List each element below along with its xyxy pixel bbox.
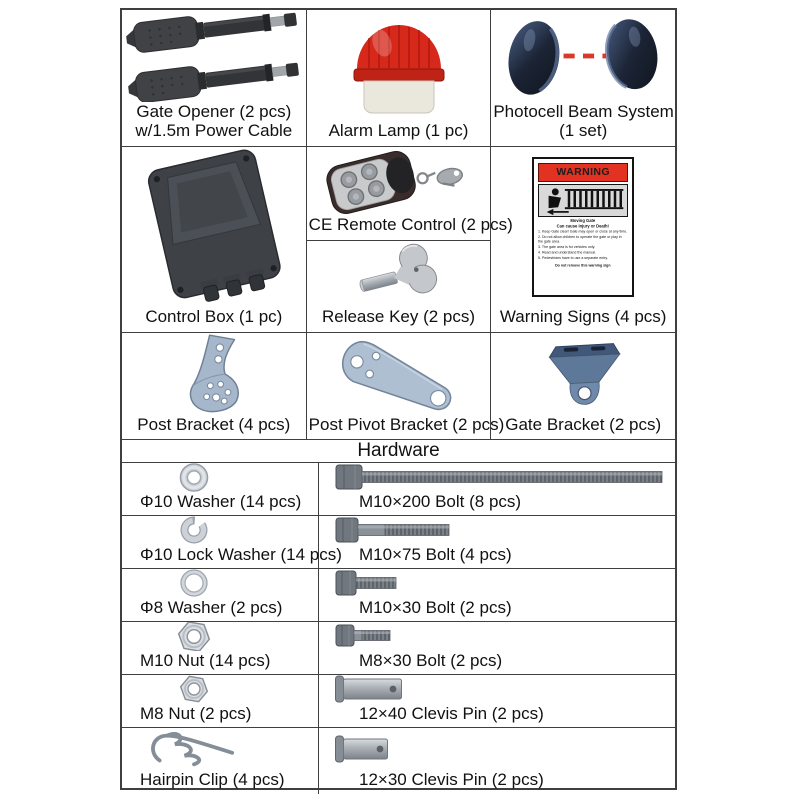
hardware-row bbox=[122, 516, 675, 569]
gate-opener-art bbox=[122, 10, 306, 102]
hardware-row bbox=[122, 622, 675, 675]
sign-heading-2: Can cause injury or Death! bbox=[556, 223, 610, 229]
alarm-lamp-art bbox=[307, 10, 491, 121]
warning-sign-band bbox=[538, 184, 628, 217]
row-main-1 bbox=[122, 10, 675, 147]
hw-cell-clevis30 bbox=[319, 728, 675, 794]
photocell-art bbox=[491, 10, 675, 102]
post-bracket-art bbox=[122, 333, 306, 415]
cell-alarm-lamp bbox=[307, 10, 492, 146]
sign-rule: 3. The gate area is for vehicles only. bbox=[538, 245, 596, 250]
moving-gate-graphic bbox=[539, 185, 631, 216]
control-box-icon bbox=[129, 147, 299, 307]
release-key-icon bbox=[324, 241, 474, 307]
warning-signs-label: Warning Signs (4 pcs) bbox=[499, 307, 667, 326]
sign-rule: 1. Keep Gate clear! Gate may open or close at any time. bbox=[538, 229, 628, 234]
hw-cell-bolt30 bbox=[319, 569, 675, 621]
bolt-long-icon bbox=[335, 463, 665, 491]
hw-cell-bolt-m8 bbox=[319, 622, 675, 674]
washer8-label: Φ8 Washer (2 pcs) bbox=[140, 597, 283, 617]
bolt200-label: M10×200 Bolt (8 pcs) bbox=[359, 491, 522, 511]
warning-sign-icon bbox=[532, 157, 634, 297]
release-key-label: Release Key (2 pcs) bbox=[321, 307, 476, 326]
photocell-label-line2: (1 set) bbox=[559, 121, 608, 141]
hardware-header bbox=[122, 440, 675, 463]
warning-sign-body bbox=[538, 217, 628, 292]
cell-photocell bbox=[491, 10, 675, 146]
hardware-row bbox=[122, 675, 675, 728]
sign-rule: 2. Do not allow children to operate the gate or play in the gate area. bbox=[538, 235, 622, 244]
hw-cell-bolt200 bbox=[319, 463, 675, 515]
bolt-m8-icon bbox=[335, 623, 393, 649]
warning-sign-art bbox=[491, 147, 675, 307]
nut-art bbox=[122, 622, 318, 650]
bolt-m8-art bbox=[319, 622, 675, 650]
nut-small-icon bbox=[178, 675, 210, 703]
post-pivot-bracket-icon bbox=[313, 334, 485, 414]
alarm-lamp-label: Alarm Lamp (1 pc) bbox=[328, 121, 469, 141]
hw-cell-lock-washer bbox=[122, 516, 342, 568]
hardware-row bbox=[122, 463, 675, 516]
clevis-pin-short-art bbox=[319, 728, 675, 770]
gate-bracket-label: Gate Bracket (2 pcs) bbox=[505, 414, 662, 434]
subcell-release-key bbox=[307, 241, 491, 332]
item-label bbox=[122, 102, 306, 146]
post-bracket-label: Post Bracket (4 pcs) bbox=[137, 414, 291, 434]
cell-post-pivot-bracket bbox=[307, 333, 505, 440]
nut-small-art bbox=[122, 675, 318, 703]
clevis-pin-icon bbox=[335, 675, 405, 703]
post-pivot-bracket-label: Post Pivot Bracket (2 pcs) bbox=[308, 414, 505, 434]
clevis40-label: 12×40 Clevis Pin (2 pcs) bbox=[359, 703, 544, 723]
cell-gate-bracket bbox=[491, 333, 675, 440]
sign-rule: 5. Pedestrians have to use a separate entry. bbox=[538, 256, 609, 261]
lock-washer-icon bbox=[177, 516, 211, 544]
row-brackets bbox=[122, 333, 675, 441]
alarm-lamp-icon bbox=[344, 13, 454, 119]
remote-control-label: CE Remote Control (2 pcs) bbox=[308, 215, 513, 235]
gate-opener-icon bbox=[124, 10, 304, 102]
parts-table bbox=[120, 8, 677, 790]
bolt-m8-label: M8×30 Bolt (2 pcs) bbox=[359, 650, 503, 670]
hw-cell-bolt75 bbox=[319, 516, 675, 568]
clevis-pin-short-icon bbox=[335, 735, 391, 763]
photocell-label: Photocell Beam System bbox=[493, 101, 674, 121]
remote-art bbox=[307, 147, 491, 215]
item-label bbox=[491, 102, 675, 146]
gate-bracket-art bbox=[491, 333, 675, 415]
sign-heading-1: Moving Gate bbox=[570, 218, 596, 224]
hardware-rows bbox=[122, 463, 675, 794]
control-box-label: Control Box (1 pc) bbox=[145, 307, 283, 326]
washer-thin-icon bbox=[178, 569, 210, 597]
control-box-art bbox=[122, 147, 306, 307]
gate-opener-label-line2: w/1.5m Power Cable bbox=[135, 121, 293, 141]
bolt-medium-icon bbox=[335, 516, 453, 544]
bolt-medium-art bbox=[319, 516, 675, 544]
row-main-2 bbox=[122, 147, 675, 333]
gate-bracket-icon bbox=[528, 334, 638, 414]
clevis-pin-art bbox=[319, 675, 675, 703]
hardware-row bbox=[122, 728, 675, 794]
nut-icon bbox=[175, 622, 213, 650]
post-bracket-icon bbox=[164, 333, 264, 415]
hardware-header-text: Hardware bbox=[357, 440, 440, 462]
cell-post-bracket bbox=[122, 333, 307, 440]
lock-washer-art bbox=[122, 516, 318, 544]
hairpin-clip-icon bbox=[147, 728, 241, 770]
bolt75-label: M10×75 Bolt (4 pcs) bbox=[359, 544, 512, 564]
hw-cell-hairpin bbox=[122, 728, 319, 794]
subcell-remote bbox=[307, 147, 513, 241]
cell-remote-and-key bbox=[307, 147, 513, 332]
hw-cell-nut8 bbox=[122, 675, 319, 727]
hairpin-label: Hairpin Clip (4 pcs) bbox=[140, 770, 285, 790]
gate-opener-label: Gate Opener (2 pcs) bbox=[136, 101, 292, 121]
sign-footer: Do not remove this warning sign bbox=[555, 263, 611, 268]
hw-cell-nut10 bbox=[122, 622, 319, 674]
cell-gate-opener bbox=[122, 10, 307, 146]
washer-icon bbox=[176, 463, 212, 491]
lock-washer-label: Φ10 Lock Washer (14 pcs) bbox=[140, 544, 342, 564]
clevis30-label: 12×30 Clevis Pin (2 pcs) bbox=[359, 770, 544, 790]
photocell-beam-icon bbox=[493, 10, 673, 102]
cell-warning-signs bbox=[491, 147, 675, 332]
nut8-label: M8 Nut (2 pcs) bbox=[140, 703, 252, 723]
bolt30-label: M10×30 Bolt (2 pcs) bbox=[359, 597, 512, 617]
washer10-label: Φ10 Washer (14 pcs) bbox=[140, 491, 302, 511]
washer-thin-art bbox=[122, 569, 318, 597]
hairpin-clip-art bbox=[122, 728, 318, 770]
bolt-short-art bbox=[319, 569, 675, 597]
release-key-art bbox=[307, 241, 491, 307]
washer-art bbox=[122, 463, 318, 491]
bolt-short-icon bbox=[335, 569, 399, 597]
hw-cell-washer8 bbox=[122, 569, 319, 621]
sign-rule: 4. Read and understand the manual. bbox=[538, 250, 597, 255]
post-pivot-bracket-art bbox=[307, 333, 491, 415]
cell-control-box bbox=[122, 147, 307, 332]
bolt-long-art bbox=[319, 463, 675, 491]
hw-cell-washer10 bbox=[122, 463, 319, 515]
warning-sign-text bbox=[538, 217, 628, 267]
warning-sign-header: WARNING bbox=[538, 163, 628, 182]
hardware-row bbox=[122, 569, 675, 622]
remote-control-icon bbox=[315, 147, 483, 215]
nut10-label: M10 Nut (14 pcs) bbox=[140, 650, 271, 670]
hw-cell-clevis40 bbox=[319, 675, 675, 727]
